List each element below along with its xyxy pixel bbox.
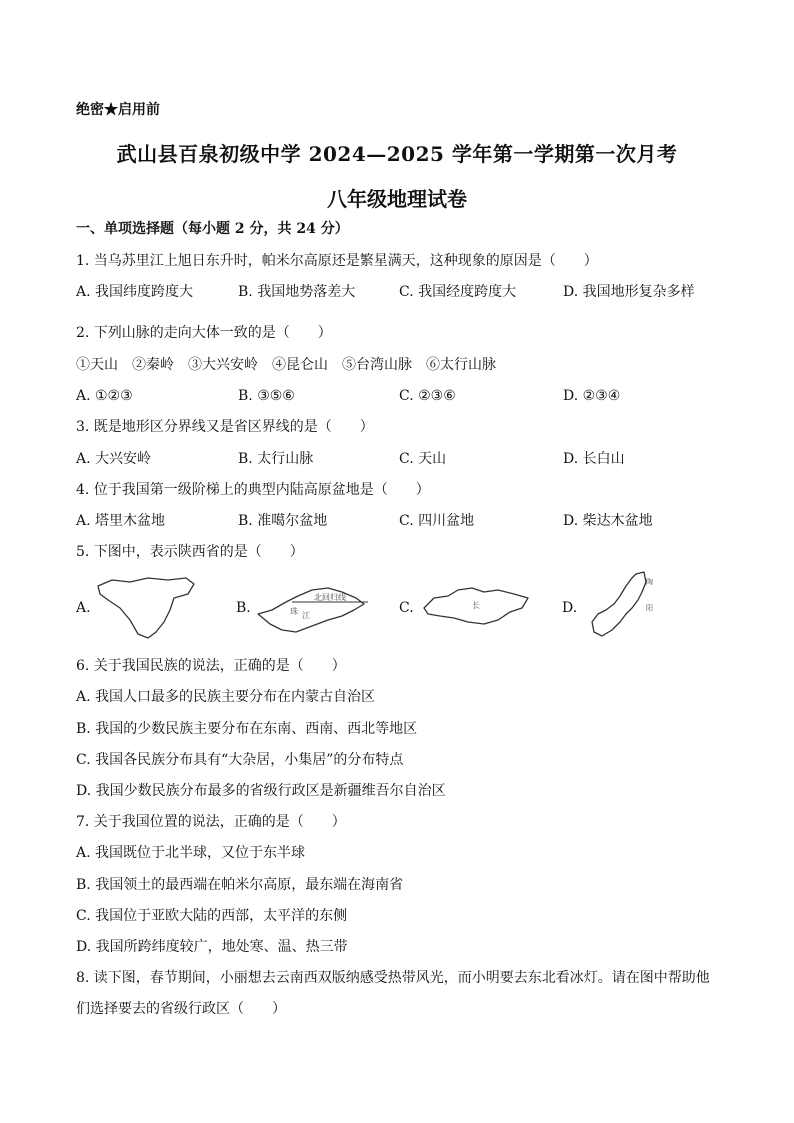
q2-option-d[interactable]: D. ②③④ xyxy=(563,388,621,404)
q5-map-a xyxy=(90,572,200,644)
section-heading: 一、单项选择题（每小题 2 分，共 24 分） xyxy=(76,221,349,237)
q4-option-a[interactable]: A. 塔里木盆地 xyxy=(76,513,166,529)
q1-option-d[interactable]: D. 我国地形复杂多样 xyxy=(563,284,695,300)
question-1-stem: 1. 当乌苏里江上旭日东升时，帕米尔高原还是繁星满天，这种现象的原因是（ ） xyxy=(76,253,598,269)
q4-option-d[interactable]: D. 柴达木盆地 xyxy=(563,513,653,529)
q5-map-b-text1: 珠 xyxy=(290,607,298,616)
q5-map-b-text2: 江 xyxy=(302,611,310,620)
q2-option-b[interactable]: B. ③⑤⑥ xyxy=(238,388,295,404)
confidential-label: 绝密★启用前 xyxy=(76,102,160,118)
q5-map-d-text1: 陶 xyxy=(646,578,653,586)
question-8-stem-line2: 们选择要去的省级行政区（ ） xyxy=(76,1001,286,1017)
question-2-items: ①天山 ②秦岭 ③大兴安岭 ④昆仑山 ⑤台湾山脉 ⑥太行山脉 xyxy=(76,357,496,373)
q5-option-a[interactable]: A. xyxy=(76,600,91,616)
q5-map-d xyxy=(584,570,660,642)
q6-option-c[interactable]: C. 我国各民族分布具有“大杂居，小集居”的分布特点 xyxy=(76,752,404,768)
q2-option-a[interactable]: A. ①②③ xyxy=(76,388,133,404)
question-7-stem: 7. 关于我国位置的说法，正确的是（ ） xyxy=(76,814,346,830)
q5-option-b[interactable]: B. xyxy=(236,600,251,616)
q7-option-d[interactable]: D. 我国所跨纬度较广，地处寒、温、热三带 xyxy=(76,939,348,955)
q5-map-b-label: 北回归线 xyxy=(314,593,346,602)
q7-option-b[interactable]: B. 我国领土的最西端在帕米尔高原，最东端在海南省 xyxy=(76,877,404,893)
q3-option-b[interactable]: B. 太行山脉 xyxy=(238,451,314,467)
q5-option-c[interactable]: C. xyxy=(399,600,414,616)
q7-option-c[interactable]: C. 我国位于亚欧大陆的西部，太平洋的东侧 xyxy=(76,908,348,924)
exam-subtitle: 八年级地理试卷 xyxy=(327,187,467,211)
q6-option-d[interactable]: D. 我国少数民族分布最多的省级行政区是新疆维吾尔自治区 xyxy=(76,783,446,799)
q3-option-d[interactable]: D. 长白山 xyxy=(563,451,625,467)
q1-option-a[interactable]: A. 我国纬度跨度大 xyxy=(76,284,194,300)
q7-option-a[interactable]: A. 我国既位于北半球，又位于东半球 xyxy=(76,845,306,861)
q3-option-c[interactable]: C. 天山 xyxy=(399,451,447,467)
q1-option-b[interactable]: B. 我国地势落差大 xyxy=(238,284,356,300)
question-3-stem: 3. 既是地形区分界线又是省区界线的是（ ） xyxy=(76,419,374,435)
q5-option-d[interactable]: D. xyxy=(562,600,578,616)
q5-map-b xyxy=(252,580,372,640)
q2-option-c[interactable]: C. ②③⑥ xyxy=(399,388,456,404)
q5-map-d-text2: 阳 xyxy=(646,604,653,612)
q1-option-c[interactable]: C. 我国经度跨度大 xyxy=(399,284,517,300)
q5-map-c xyxy=(418,578,536,638)
q5-map-c-text: 长 xyxy=(472,601,480,610)
question-5-stem: 5. 下图中，表示陕西省的是（ ） xyxy=(76,544,304,560)
q4-option-c[interactable]: C. 四川盆地 xyxy=(399,513,475,529)
q3-option-a[interactable]: A. 大兴安岭 xyxy=(76,451,152,467)
question-8-stem-line1: 8. 读下图，春节期间，小丽想去云南西双版纳感受热带风光，而小明要去东北看冰灯。请在图中帮助他 xyxy=(76,970,710,986)
question-2-stem: 2. 下列山脉的走向大体一致的是（ ） xyxy=(76,325,332,341)
exam-title: 武山县百泉初级中学 2024—2025 学年第一学期第一次月考 xyxy=(116,142,678,166)
q6-option-b[interactable]: B. 我国的少数民族主要分布在东南、西南、西北等地区 xyxy=(76,721,418,737)
q4-option-b[interactable]: B. 准噶尔盆地 xyxy=(238,513,328,529)
question-6-stem: 6. 关于我国民族的说法，正确的是（ ） xyxy=(76,658,346,674)
question-4-stem: 4. 位于我国第一级阶梯上的典型内陆高原盆地是（ ） xyxy=(76,482,430,498)
q6-option-a[interactable]: A. 我国人口最多的民族主要分布在内蒙古自治区 xyxy=(76,689,376,705)
